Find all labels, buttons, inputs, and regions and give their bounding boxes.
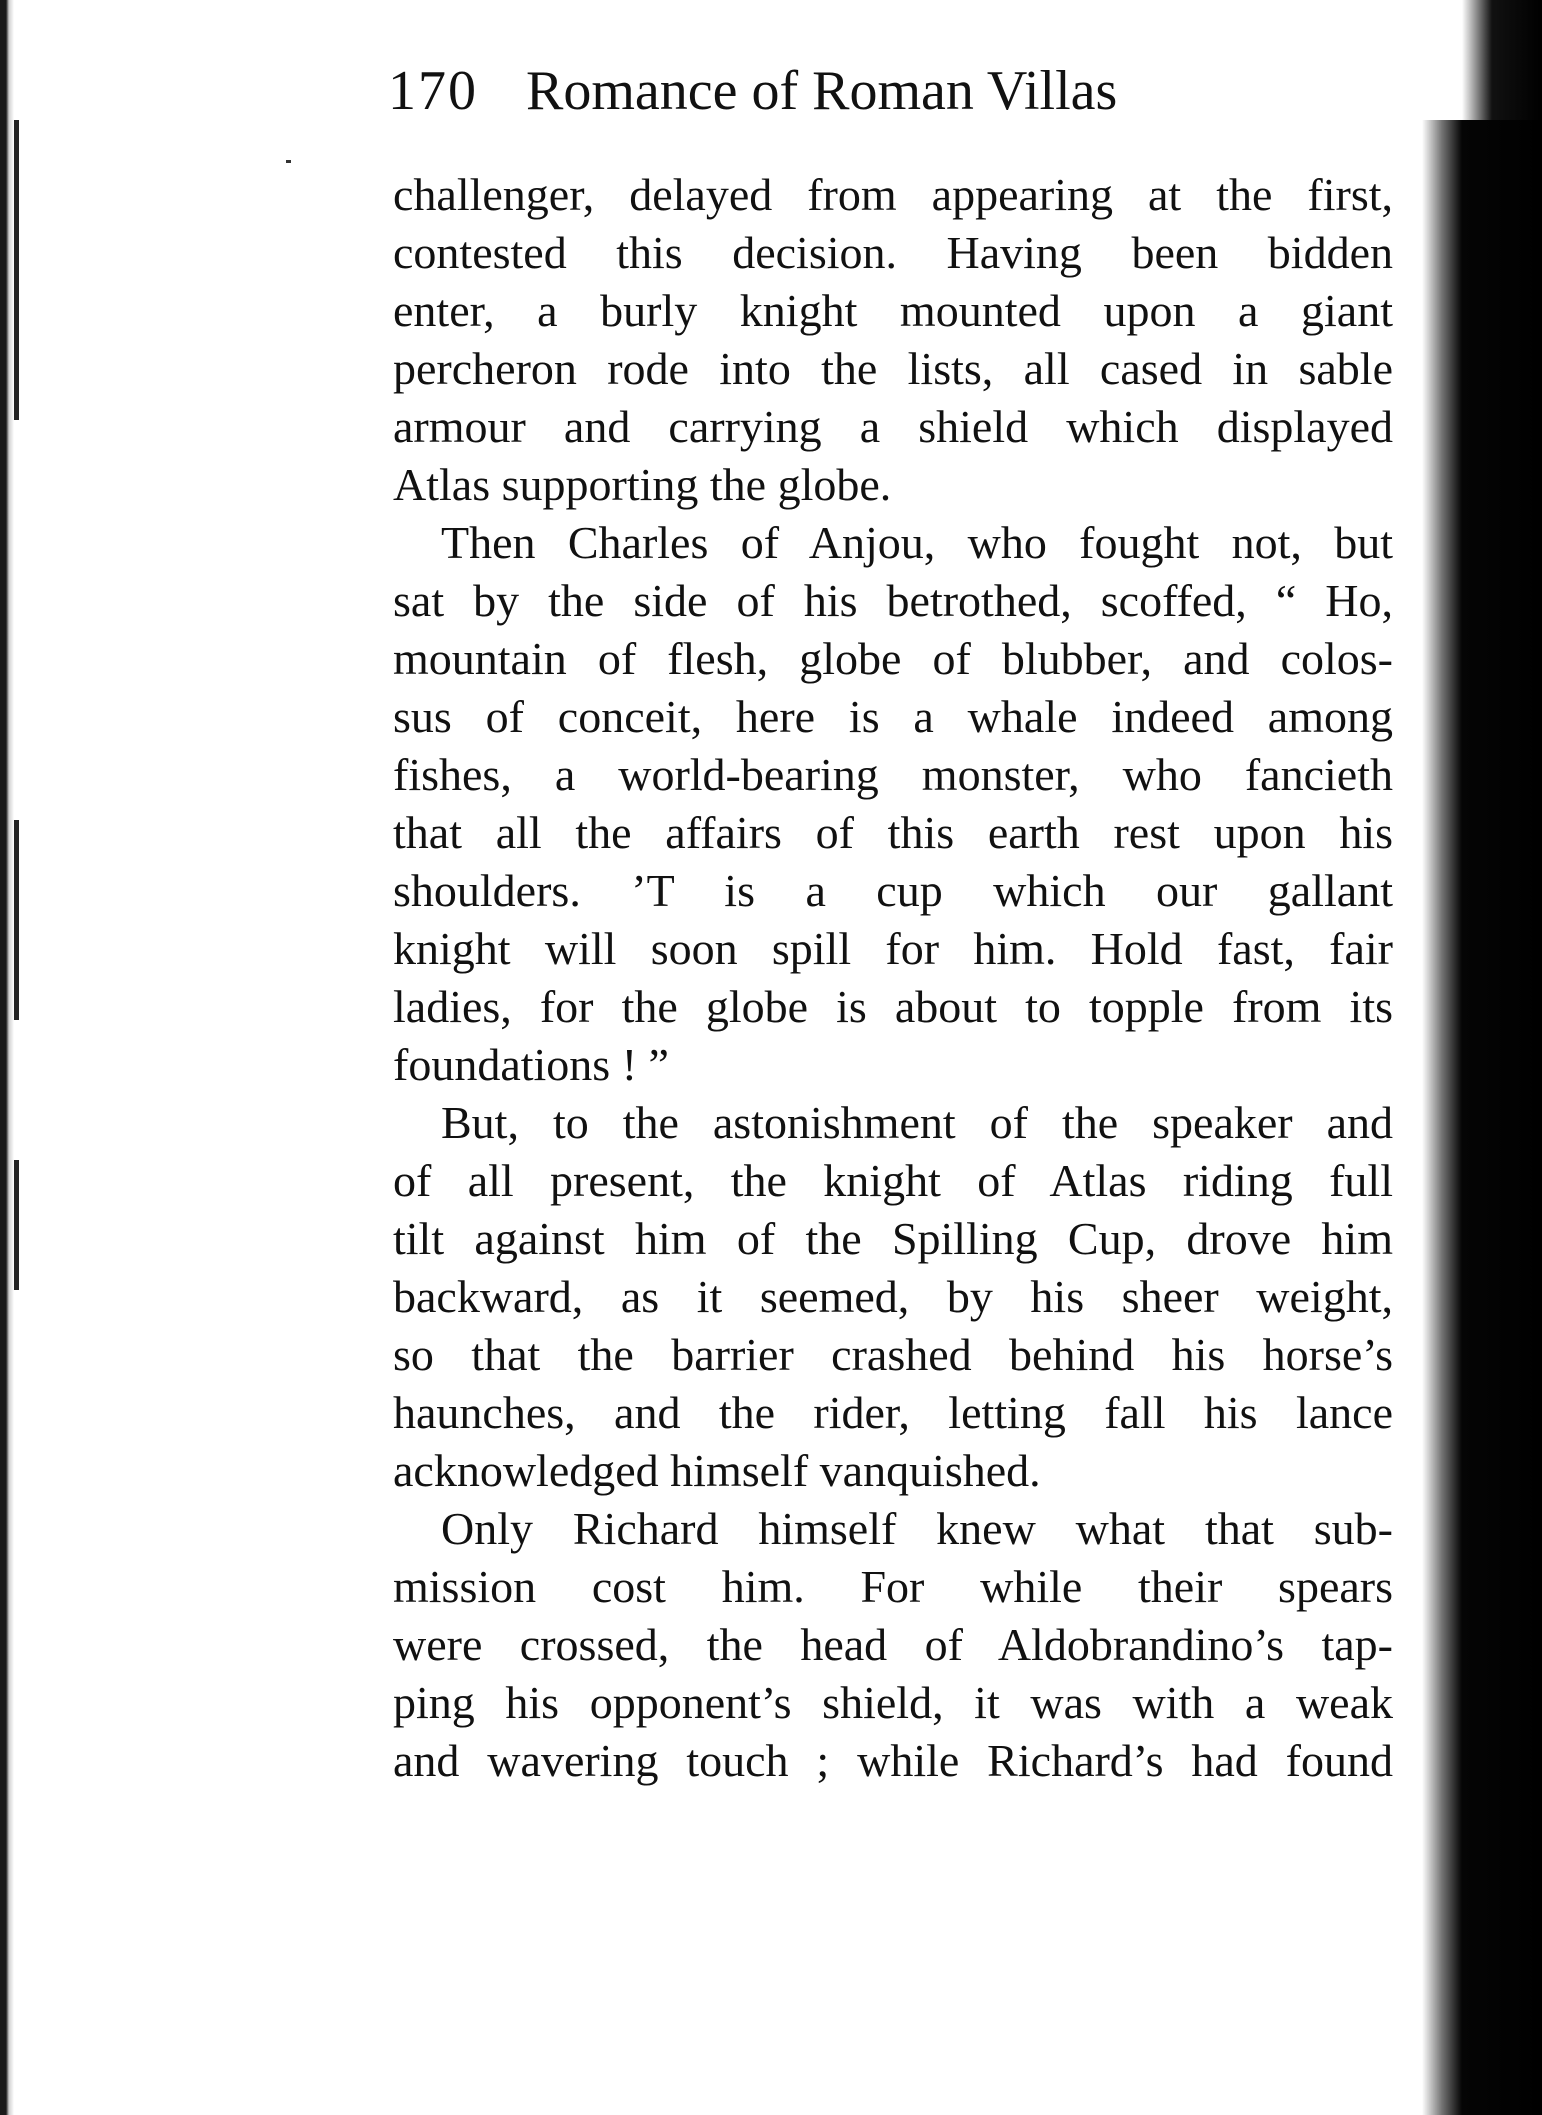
page-number: 170: [388, 60, 478, 122]
text-line: percheron rode into the lists, all cased in sable: [393, 343, 1393, 394]
left-binding-edge: [0, 0, 14, 2115]
text-line: sat by the side of his betrothed, scoffed, “ Ho,: [393, 575, 1393, 626]
binding-mark: [14, 820, 19, 1020]
text-line: mountain of flesh, globe of blubber, and colos-: [393, 633, 1393, 684]
text-line: mission cost him. For while their spears: [393, 1561, 1393, 1612]
text-line: armour and carrying a shield which displayed: [393, 401, 1393, 452]
text-line: enter, a burly knight mounted upon a giant: [393, 285, 1393, 336]
running-head: [388, 56, 1268, 126]
text-line: tilt against him of the Spilling Cup, drove him: [393, 1213, 1393, 1264]
text-line: backward, as it seemed, by his sheer weight,: [393, 1271, 1393, 1322]
text-line: so that the barrier crashed behind his horse’s: [393, 1329, 1393, 1380]
text-line: acknowledged himself vanquished.: [393, 1445, 1041, 1496]
text-line: shoulders. ’T is a cup which our gallant: [393, 865, 1393, 916]
text-line: ladies, for the globe is about to topple from its: [393, 981, 1393, 1032]
paragraph-first-line: But, to the astonishment of the speaker and: [441, 1097, 1393, 1148]
text-line: fishes, a world-bearing monster, who fancieth: [393, 749, 1393, 800]
paragraph-first-line: Then Charles of Anjou, who fought not, but: [441, 517, 1393, 568]
text-line: foundations ! ”: [393, 1039, 669, 1090]
paragraph-first-line: Only Richard himself knew what that sub-: [441, 1503, 1393, 1554]
text-line: challenger, delayed from appearing at the first,: [393, 169, 1393, 220]
right-page-edge-shadow: [1422, 0, 1542, 2115]
text-line: haunches, and the rider, letting fall his lance: [393, 1387, 1393, 1438]
text-line: were crossed, the head of Aldobrandino’s tap-: [393, 1619, 1393, 1670]
text-line: and wavering touch ; while Richard’s had found: [393, 1735, 1393, 1786]
text-line: ping his opponent’s shield, it was with a weak: [393, 1677, 1393, 1728]
text-line: contested this decision. Having been bidden: [393, 227, 1393, 278]
text-line: knight will soon spill for him. Hold fast, fair: [393, 923, 1393, 974]
text-line: that all the affairs of this earth rest upon his: [393, 807, 1393, 858]
text-line: sus of conceit, here is a whale indeed among: [393, 691, 1393, 742]
page-body: [393, 166, 1393, 1790]
binding-mark: [14, 1160, 19, 1290]
right-page-edge-top: [1372, 0, 1542, 120]
running-title: Romance of Roman Villas: [526, 60, 1118, 122]
stray-mark: [286, 160, 291, 163]
text-line: Atlas supporting the globe.: [393, 459, 892, 510]
binding-mark: [14, 120, 19, 420]
text-line: of all present, the knight of Atlas riding full: [393, 1155, 1393, 1206]
